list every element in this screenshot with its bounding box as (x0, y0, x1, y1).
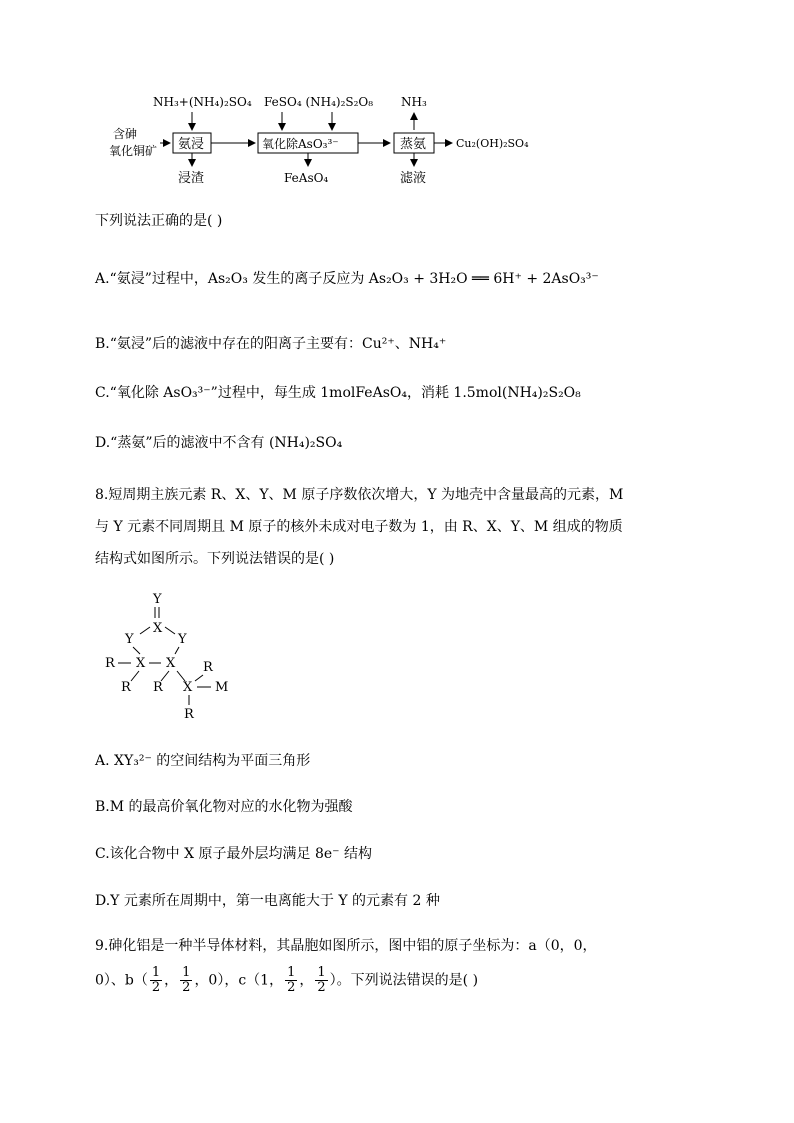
svg-text:Y: Y (125, 632, 134, 647)
step1-output: 浸渣 (178, 171, 205, 186)
structure-formula (95, 585, 255, 725)
q8-option-b: B.M 的最高价氧化物对应的水化物为强酸 (95, 799, 353, 815)
svg-text:Y: Y (153, 592, 162, 607)
q9-part-3: ）。下列说法错误的是( ) (329, 972, 479, 989)
q9-stem-1: 9.砷化铝是一种半导体材料，其晶胞如图所示，图中铝的原子坐标为：a（0，0， (95, 938, 597, 954)
svg-text:R: R (203, 660, 213, 675)
q8-stem-2: 与 Y 元素不同周期且 M 原子的核外未成对电子数为 1，由 R、X、Y、M 组成的物质 (95, 519, 623, 535)
fraction-half: $\frac{1}{2}$ (287, 965, 296, 995)
flow-input-line1: 含砷 (113, 127, 138, 141)
q9-part-1: 0）、b（ (95, 972, 148, 989)
svg-text:X: X (166, 656, 176, 671)
flow-product: Cu₂(OH)₂SO₄ (456, 137, 529, 150)
q7-option-b: B.“氨浸”后的滤液中存在的阳离子主要有：Cu²⁺、NH₄⁺ (95, 336, 447, 352)
q7-stem: 下列说法正确的是( ) (95, 213, 223, 229)
q7-option-c: C.“氧化除 AsO₃³⁻”过程中，每生成 1molFeAsO₄，消耗 1.5mol(NH₄)₂S₂O₈ (95, 385, 581, 401)
q8-stem-1: 8.短周期主族元素 R、X、Y、M 原子序数依次增大，Y 为地壳中含量最高的元素，M (95, 487, 624, 503)
step3-label: 蒸氨 (400, 137, 427, 152)
svg-text:R: R (121, 680, 131, 695)
process-flow-diagram (0, 0, 794, 200)
svg-text:Y: Y (178, 632, 187, 647)
q8-option-c: C.该化合物中 X 原子最外层均满足 8e⁻ 结构 (95, 846, 373, 862)
q7-option-a: A.“氨浸”过程中，As₂O₃ 发生的离子反应为 As₂O₃ + 3H₂O ══ 6H⁺ + 2AsO₃³⁻ (95, 271, 599, 287)
q8-option-d: D.Y 元素所在周期中，第一电离能大于 Y 的元素有 2 种 (95, 893, 440, 909)
flow-input-top: NH₃+(NH₄)₂SO₄ (153, 95, 252, 109)
svg-text:X: X (183, 680, 193, 695)
svg-text:X: X (153, 621, 163, 636)
step3-output: 滤液 (400, 171, 427, 186)
svg-text:R: R (105, 656, 115, 671)
q7-option-d: D.“蒸氨”后的滤液中不含有 (NH₄)₂SO₄ (95, 435, 343, 451)
step2-label: 氧化除AsO₃³⁻ (262, 137, 339, 151)
q8-stem-3: 结构式如图所示。下列说法错误的是( ) (95, 551, 335, 567)
svg-text:R: R (153, 680, 163, 695)
fraction-half: $\frac{1}{2}$ (151, 965, 161, 995)
svg-text:X: X (136, 656, 146, 671)
flow-input-line2: 氧化铜矿 (109, 144, 158, 158)
fraction-half: $\frac{1}{2}$ (317, 965, 326, 995)
step2-reagents: FeSO₄ (NH₄)₂S₂O₈ (264, 95, 374, 109)
q8-option-a: A. XY₃²⁻ 的空间结构为平面三角形 (95, 753, 311, 769)
step1-label: 氨浸 (178, 137, 205, 152)
fraction-half: $\frac{1}{2}$ (182, 965, 191, 995)
svg-text:R: R (184, 707, 194, 722)
svg-text:M: M (215, 680, 229, 695)
step3-top: NH₃ (401, 95, 427, 109)
q9-stem-2: 0）、b（ $\frac{1}{2}$ ， $\frac{1}{2}$ ，0），c（1， $\frac{1}{2}$ ， $\frac{1}{2}$ ）。下列说法错误的是( ) (95, 965, 479, 995)
q9-part-2: ，0），c（1， (194, 972, 284, 989)
step2-output: FeAsO₄ (284, 171, 329, 185)
